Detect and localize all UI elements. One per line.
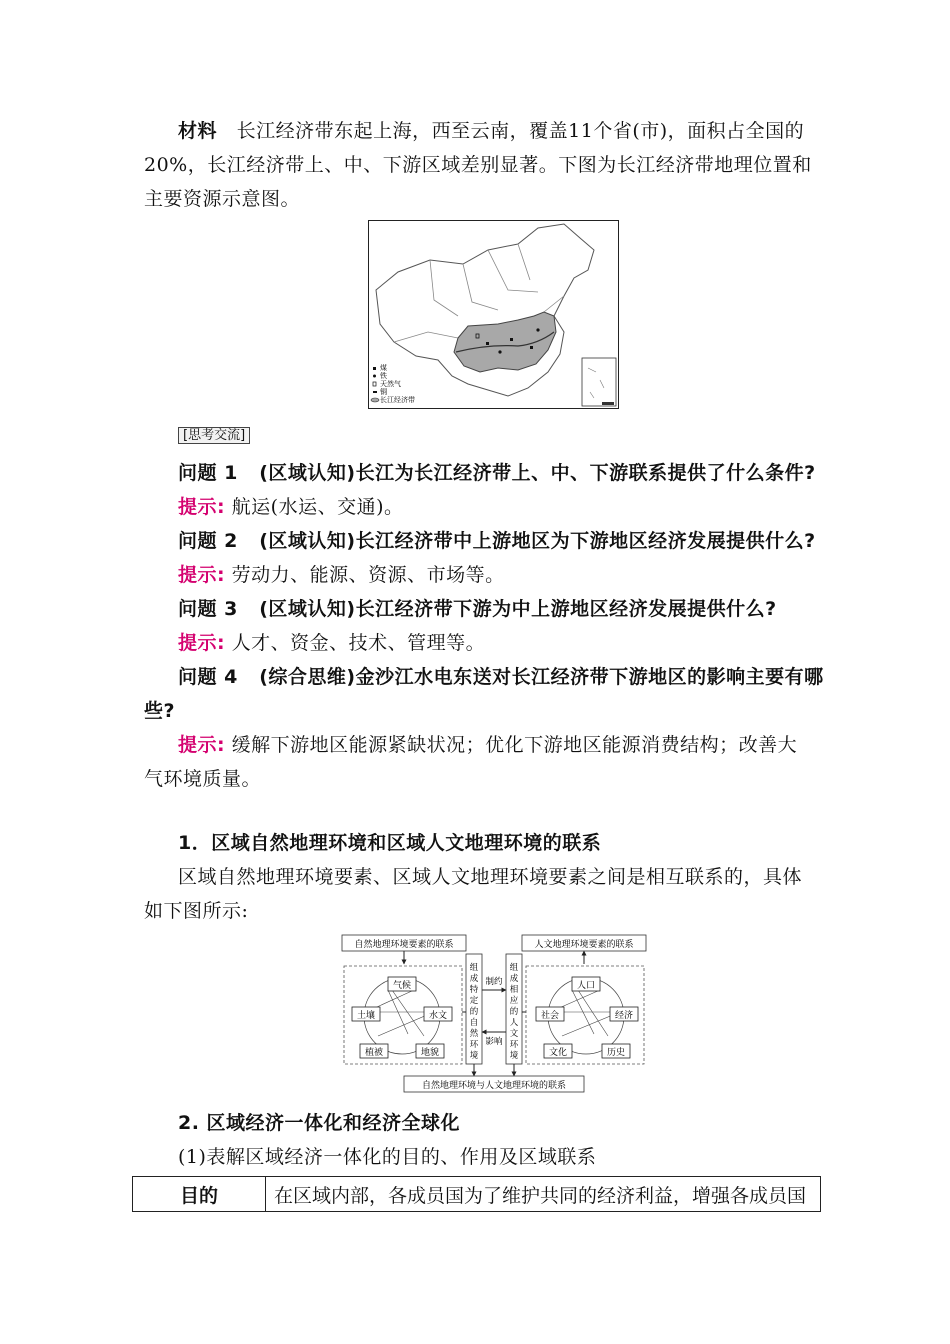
hint-4-label: 提示: — [178, 734, 226, 756]
question-4-label: 问题 4 — [178, 666, 238, 688]
right-col-char-7: 文 — [509, 1029, 519, 1039]
left-column-label — [470, 963, 479, 1061]
hint-3-text: 人才、资金、技术、管理等。 — [231, 632, 486, 654]
question-4 — [178, 660, 824, 694]
material-label: 材料 — [178, 120, 218, 142]
node-society: 社会 — [540, 1011, 560, 1021]
bottom-label: 自然地理环境与人文地理环境的联系 — [421, 1081, 567, 1091]
node-history: 历史 — [606, 1048, 626, 1058]
legend-copper: 铜 — [380, 388, 387, 396]
legend-gas: 天然气 — [380, 380, 401, 388]
hint-3 — [178, 626, 485, 660]
right-col-char-6: 人 — [509, 1018, 519, 1028]
question-3-text: (区域认知)长江经济带下游为中上游地区经济发展提供什么? — [259, 598, 777, 620]
question-1 — [178, 456, 816, 490]
question-2 — [178, 524, 816, 558]
material-line-2: 20%，长江经济带上、中、下游区域差别显著。下图为长江经济带地理位置和 — [144, 154, 812, 176]
right-col-char-9: 境 — [509, 1051, 519, 1061]
left-col-char-5: 的 — [469, 1007, 479, 1017]
section-2-subheading: (1)表解区域经济一体化的目的、作用及区域联系 — [178, 1146, 597, 1168]
left-col-char-8: 环 — [469, 1040, 479, 1050]
node-culture: 文化 — [548, 1048, 568, 1058]
left-col-char-3: 特 — [469, 985, 479, 995]
right-col-char-2: 成 — [509, 974, 519, 984]
node-population: 人口 — [576, 981, 596, 991]
section-1-text-2: 如下图所示: — [144, 900, 249, 922]
hint-4 — [178, 728, 797, 762]
left-title: 自然地理环境要素的联系 — [354, 940, 454, 950]
left-col-char-7: 然 — [469, 1029, 479, 1039]
left-col-char-1: 组 — [469, 963, 479, 973]
node-landform: 地貌 — [420, 1048, 440, 1058]
hint-2 — [178, 558, 505, 592]
map-svg — [368, 220, 620, 410]
question-3-label: 问题 3 — [178, 598, 238, 620]
table-content-cell: 在区域内部，各成员国为了维护共同的经济利益，增强各成员国 — [266, 1177, 821, 1212]
left-col-char-6: 自 — [469, 1018, 479, 1028]
hint-1 — [178, 490, 403, 524]
section-1-text-1: 区域自然地理环境要素、区域人文地理环境要素之间是相互联系的，具体 — [178, 866, 803, 888]
question-4-text-2: 些? — [144, 700, 176, 722]
material-line-1 — [178, 114, 804, 148]
question-1-label: 问题 1 — [178, 462, 238, 484]
question-3 — [178, 592, 777, 626]
left-col-char-4: 定 — [469, 996, 479, 1006]
node-economy: 经济 — [614, 1011, 634, 1021]
section-1-heading: 1．区域自然地理环境和区域人文地理环境的联系 — [178, 832, 602, 854]
relation-diagram — [338, 932, 650, 1098]
hint-1-label: 提示: — [178, 496, 226, 518]
left-col-char-9: 境 — [469, 1051, 479, 1061]
material-line-3: 主要资源示意图。 — [144, 188, 301, 210]
integration-table — [132, 1176, 821, 1212]
relation-diagram-svg — [338, 932, 650, 1094]
hint-4-text-1: 缓解下游地区能源紧缺状况；优化下游地区能源消费结构；改善大 — [231, 734, 798, 756]
hint-4-text-2: 气环境质量。 — [144, 768, 262, 790]
right-col-char-8: 环 — [509, 1040, 519, 1050]
south-china-sea-inset — [582, 358, 616, 406]
constrain-label: 制约 — [485, 977, 503, 987]
right-col-char-4: 应 — [509, 996, 519, 1006]
legend-belt: 长江经济带 — [380, 396, 415, 404]
right-col-char-5: 的 — [509, 1007, 519, 1017]
right-col-char-3: 相 — [509, 985, 519, 995]
table-label-cell: 目的 — [133, 1177, 266, 1212]
hint-1-text: 航运(水运、交通)。 — [231, 496, 404, 518]
right-title: 人文地理环境要素的联系 — [534, 940, 634, 950]
section-2-heading: 2. 区域经济一体化和经济全球化 — [178, 1112, 461, 1134]
question-2-label: 问题 2 — [178, 530, 238, 552]
question-2-text: (区域认知)长江经济带中上游地区为下游地区经济发展提供什么? — [259, 530, 816, 552]
node-soil: 土壤 — [356, 1011, 376, 1021]
hint-3-label: 提示: — [178, 632, 226, 654]
table-row — [133, 1177, 821, 1212]
legend-coal: 煤 — [380, 364, 387, 372]
question-4-text-1: (综合思维)金沙江水电东送对长江经济带下游地区的影响主要有哪 — [259, 666, 824, 688]
right-col-char-1: 组 — [509, 963, 519, 973]
node-hydrology: 水文 — [428, 1011, 448, 1021]
discussion-tag: [ 思考交流 ] — [178, 427, 250, 444]
legend-iron: 铁 — [380, 372, 387, 380]
left-col-char-2: 成 — [469, 974, 479, 984]
hint-2-label: 提示: — [178, 564, 226, 586]
yangtze-economic-belt-map — [368, 220, 620, 414]
right-column-label — [510, 963, 519, 1061]
node-vegetation: 植被 — [364, 1048, 384, 1058]
influence-label: 影响 — [485, 1037, 503, 1047]
question-1-text: (区域认知)长江为长江经济带上、中、下游联系提供了什么条件? — [259, 462, 816, 484]
material-text-1: 长江经济带东起上海，西至云南，覆盖11个省(市)，面积占全国的 — [236, 120, 805, 142]
node-climate: 气候 — [392, 981, 412, 991]
hint-2-text: 劳动力、能源、资源、市场等。 — [231, 564, 505, 586]
